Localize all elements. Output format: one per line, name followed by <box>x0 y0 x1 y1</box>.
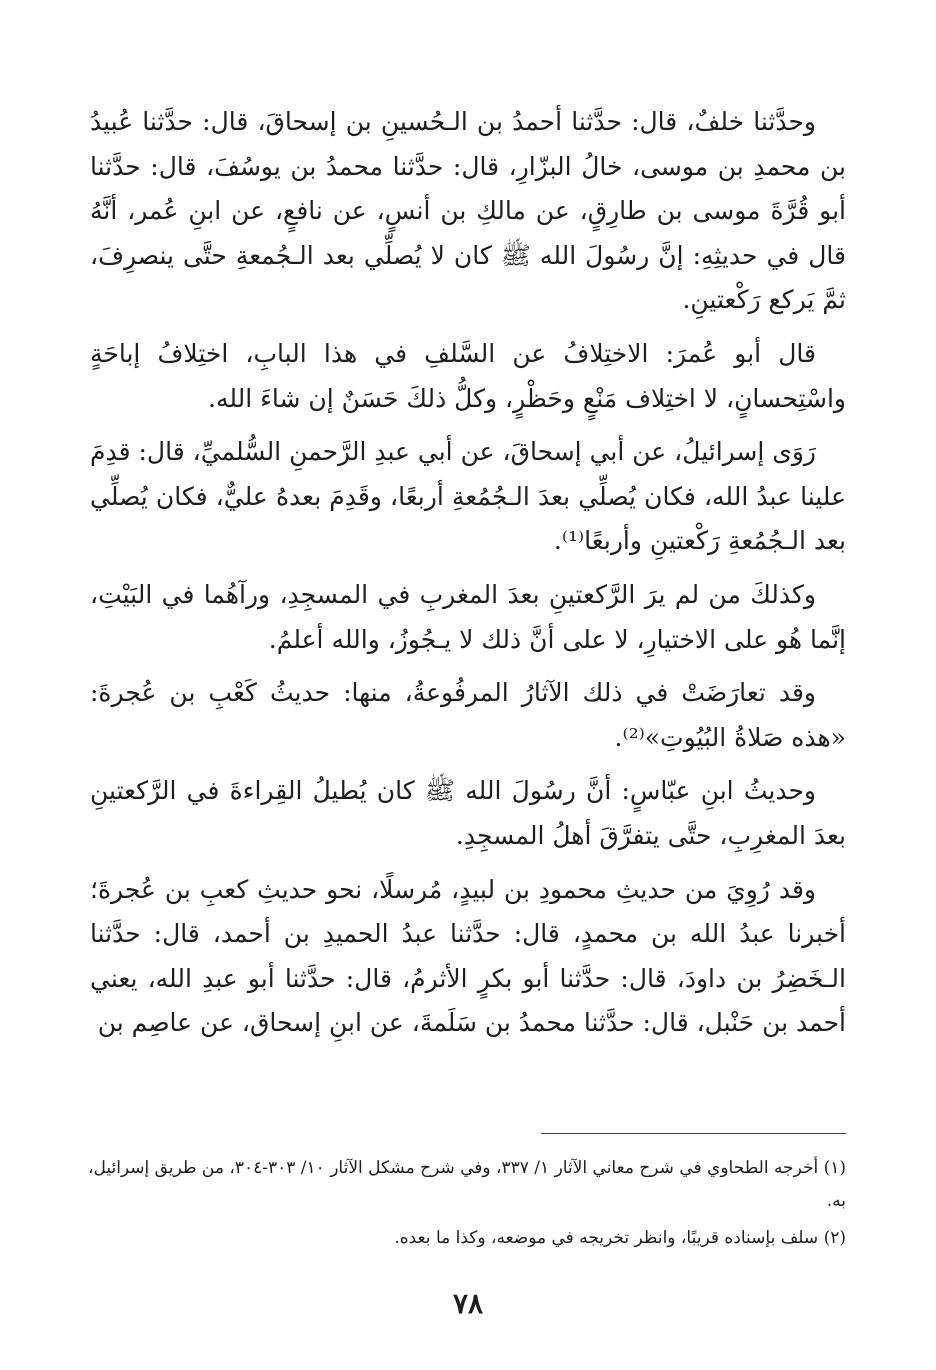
footnote-divider <box>541 1133 846 1134</box>
paragraph-2: قال أبو عُمرَ: الاختِلافُ عن السَّلفِ في هذا البابِ، اختِلافُ إباحَةٍ واسْتِحسانٍ، لا اختِلاف مَنْعٍ وحَظْرٍ، وكلُّ ذلكَ حَسَنٌ إن شاءَ الله. <box>90 338 846 413</box>
paragraph-1: وحدَّثنا خلفٌ، قال: حدَّثنا أحمدُ بن الـحُسينِ بن إسحاقَ، قال: حدَّثنا عُبيدُ بن محمدِ بن موسى، خالُ البزّارِ، قال: حدَّثنا محمدُ بن يوسُفَ، قال: حدَّثنا أبو قُرَّةَ موسى بن طارِقٍ، عن مالكِ بن أنسٍ، عن نافعٍ، عن ابنِ عُمر، أنَّهُ قال في حديثِهِ: إنَّ رسُولَ الله ﷺ كان لا يُصلِّي بعد الـجُمعةِ حتَّى ينصرِفَ، ثمَّ يَركع رَكْعتينِ. <box>90 107 846 315</box>
paragraph-6: وحديثُ ابنِ عبّاسٍ: أنَّ رسُولَ الله ﷺ كان يُطيلُ القِراءةَ في الرَّكعتينِ بعدَ المغرِبِ، حتَّى يتفرَّقَ أهلُ المسجِدِ. <box>90 776 846 850</box>
footnote-2: (٢) سلف بإسناده قريبًا، وانظر تخريجه في موضعه، وكذا ما بعده. <box>394 1228 846 1248</box>
footnotes <box>88 1152 846 1259</box>
paragraph-5: وقد تعارَضَتْ في ذلك الآثارُ المرفُوعةُ، منها: حديثُ كَعْبِ بن عُجرةَ: «هذه صَلاةُ البُيُوتِ»⁽²⁾. <box>90 678 846 752</box>
page-number: ٧٨ <box>452 1287 484 1320</box>
paragraph-7: وقد رُوِيَ من حديثِ محمودِ بن لبيدٍ، مُرسلًا، نحو حديثِ كعبِ بن عُجرةَ؛ أخبرنا عبدُ الله بن محمدٍ، قال: حدَّثنا عبدُ الحميدِ بن أحمد، قال: حدَّثنا الـخَضِرُ بن داودَ، قال: حدَّثنا أبو بكرٍ الأثرمُ، قال: حدَّثنا أبو عبدِ الله، يعني أحمد بن حَنْبل، قال: حدَّثنا محمدُ بن سَلَمةَ، عن ابنِ إسحاق، عن عاصِم بن <box>90 874 846 1038</box>
paragraph-3: رَوَى إسرائيلُ، عن أبي إسحاقَ، عن أبي عبدِ الرَّحمنِ السُّلميِّ، قال: قدِمَ علينا عبدُ الله، فكان يُصلِّي بعدَ الـجُمُعةِ أربعًا، وقَدِمَ بعدهُ عليٌّ، فكان يُصلِّي بعد الـجُمُعةِ رَكْعتينِ وأربعًا⁽¹⁾. <box>90 437 846 556</box>
paragraph-4: وكذلكَ من لم يرَ الرَّكعتينِ بعدَ المغربِ في المسجِدِ، ورآهُما في البَيْتِ، إنَّما هُو على الاختيارِ، لا على أنَّ ذلك لا يـجُوزُ، والله أعلمُ. <box>90 579 846 654</box>
main-text <box>90 100 846 1055</box>
footnote-1: (١) أخرجه الطحاوي في شرح معاني الآثار ١/ ٣٣٧، وفي شرح مشكل الآثار ١٠/ ٣٠٣-٣٠٤، من طريق إسرائيل، به. <box>87 1158 846 1211</box>
